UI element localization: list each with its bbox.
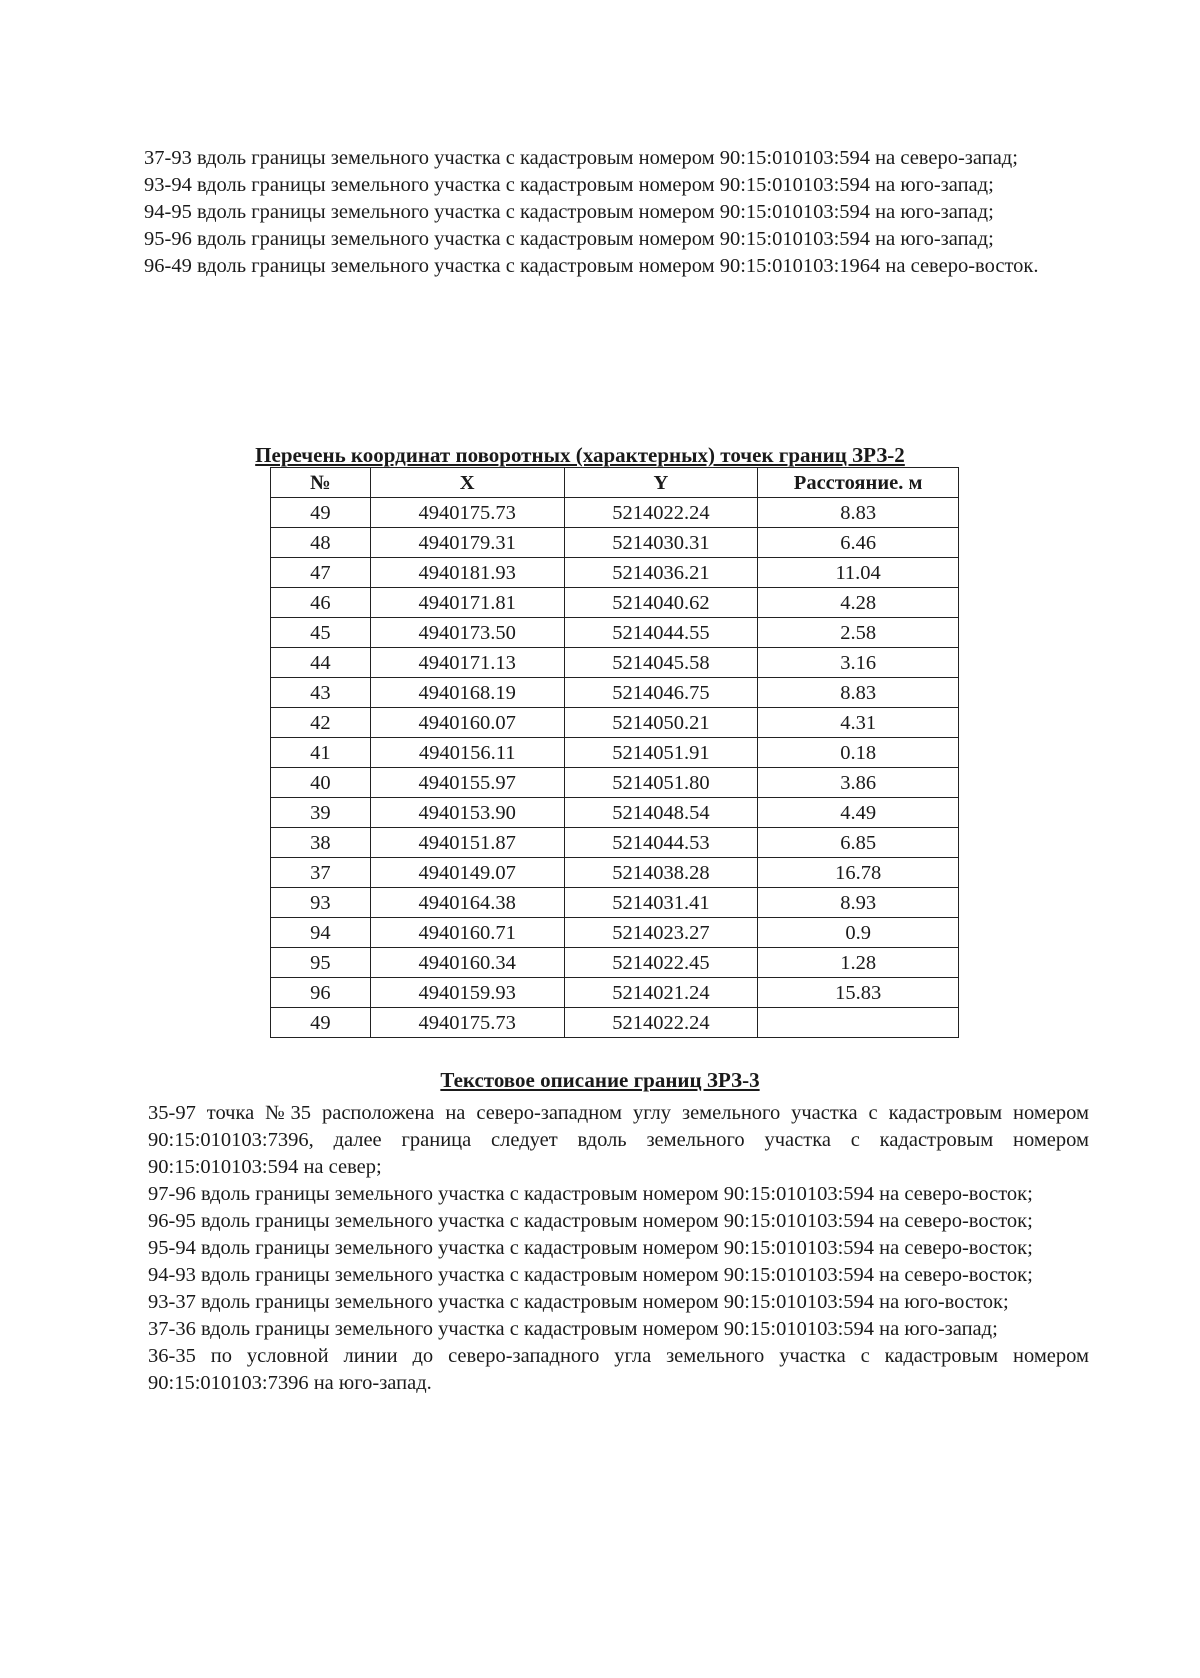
cell-distance: 8.83 — [758, 498, 959, 528]
boundary-segment-item: 94-93 вдоль границы земельного участка с кадастровым номером 90:15:010103:594 на северо-восток; — [148, 1264, 1033, 1286]
table-row — [271, 648, 959, 678]
column-header-number: № — [271, 468, 371, 498]
cell-distance: 4.49 — [758, 798, 959, 828]
table-row — [271, 678, 959, 708]
cell-distance: 0.9 — [758, 918, 959, 948]
cell-distance: 11.04 — [758, 558, 959, 588]
cell-y: 5214051.80 — [564, 768, 758, 798]
cell-y: 5214045.58 — [564, 648, 758, 678]
boundary-segment-item: 96-49 вдоль границы земельного участка с кадастровым номером 90:15:010103:1964 на северо-восток. — [144, 255, 1039, 277]
boundary-segment-item: 36-35 по условной линии до северо-западного угла земельного участка с кадастровым номером 90:15:010103:7396 на юго-запад. — [148, 1345, 1089, 1394]
cell-distance: 0.18 — [758, 738, 959, 768]
boundary-description-zrz3 — [148, 1100, 1089, 1397]
cell-y: 5214021.24 — [564, 978, 758, 1008]
boundary-segment-item: 37-36 вдоль границы земельного участка с кадастровым номером 90:15:010103:594 на юго-запад; — [148, 1318, 998, 1340]
boundary-segment-item: 95-96 вдоль границы земельного участка с кадастровым номером 90:15:010103:594 на юго-запад; — [144, 228, 994, 250]
cell-number: 40 — [271, 768, 371, 798]
cell-number: 43 — [271, 678, 371, 708]
cell-number: 47 — [271, 558, 371, 588]
table-row — [271, 828, 959, 858]
cell-x: 4940153.90 — [370, 798, 564, 828]
boundary-segment-item: 93-94 вдоль границы земельного участка с кадастровым номером 90:15:010103:594 на юго-запад; — [144, 174, 994, 196]
table-body — [271, 498, 959, 1038]
cell-y: 5214022.24 — [564, 498, 758, 528]
table-row — [271, 918, 959, 948]
cell-y: 5214048.54 — [564, 798, 758, 828]
cell-distance: 8.83 — [758, 678, 959, 708]
boundary-description-zrz2 — [144, 145, 1078, 280]
table-row — [271, 528, 959, 558]
table-header-row — [271, 468, 959, 498]
column-header-x: X — [370, 468, 564, 498]
cell-x: 4940171.13 — [370, 648, 564, 678]
cell-number: 94 — [271, 918, 371, 948]
cell-x: 4940160.07 — [370, 708, 564, 738]
cell-distance: 4.28 — [758, 588, 959, 618]
cell-y: 5214038.28 — [564, 858, 758, 888]
boundary-segment-item: 35-97 точка №35 расположена на северо-западном углу земельного участка с кадастровым номером 90:15:010103:7396, далее граница следует вдоль земельного участка с кадастровым номером 90:15:010103:594 на север; — [148, 1102, 1089, 1178]
cell-x: 4940155.97 — [370, 768, 564, 798]
cell-x: 4940175.73 — [370, 498, 564, 528]
cell-number: 48 — [271, 528, 371, 558]
cell-y: 5214040.62 — [564, 588, 758, 618]
cell-number: 93 — [271, 888, 371, 918]
cell-distance — [758, 1008, 959, 1038]
cell-distance: 16.78 — [758, 858, 959, 888]
column-header-y: Y — [564, 468, 758, 498]
cell-y: 5214022.45 — [564, 948, 758, 978]
table-row — [271, 858, 959, 888]
table-row — [271, 588, 959, 618]
cell-distance: 2.58 — [758, 618, 959, 648]
cell-distance: 6.85 — [758, 828, 959, 858]
cell-x: 4940173.50 — [370, 618, 564, 648]
cell-number: 96 — [271, 978, 371, 1008]
cell-number: 44 — [271, 648, 371, 678]
cell-number: 49 — [271, 1008, 371, 1038]
cell-x: 4940164.38 — [370, 888, 564, 918]
boundary-segment-item: 95-94 вдоль границы земельного участка с кадастровым номером 90:15:010103:594 на северо-восток; — [148, 1237, 1033, 1259]
table-row — [271, 738, 959, 768]
cell-number: 95 — [271, 948, 371, 978]
cell-distance: 4.31 — [758, 708, 959, 738]
cell-number: 49 — [271, 498, 371, 528]
table-row — [271, 888, 959, 918]
cell-distance: 3.86 — [758, 768, 959, 798]
coordinates-table — [270, 467, 959, 1038]
cell-y: 5214046.75 — [564, 678, 758, 708]
cell-number: 38 — [271, 828, 371, 858]
cell-number: 45 — [271, 618, 371, 648]
cell-number: 41 — [271, 738, 371, 768]
cell-y: 5214051.91 — [564, 738, 758, 768]
table-row — [271, 798, 959, 828]
cell-number: 37 — [271, 858, 371, 888]
cell-y: 5214022.24 — [564, 1008, 758, 1038]
cell-distance: 3.16 — [758, 648, 959, 678]
cell-y: 5214030.31 — [564, 528, 758, 558]
table-caption: Перечень координат поворотных (характерных) точек границ ЗРЗ-2 — [255, 443, 905, 467]
table-row — [271, 498, 959, 528]
cell-y: 5214036.21 — [564, 558, 758, 588]
boundary-segment-item: 37-93 вдоль границы земельного участка с кадастровым номером 90:15:010103:594 на северо-запад; — [144, 147, 1018, 169]
cell-x: 4940156.11 — [370, 738, 564, 768]
cell-distance: 1.28 — [758, 948, 959, 978]
cell-y: 5214044.53 — [564, 828, 758, 858]
cell-distance: 15.83 — [758, 978, 959, 1008]
cell-y: 5214023.27 — [564, 918, 758, 948]
table-row — [271, 558, 959, 588]
cell-x: 4940160.71 — [370, 918, 564, 948]
table-row — [271, 618, 959, 648]
cell-x: 4940160.34 — [370, 948, 564, 978]
cell-number: 39 — [271, 798, 371, 828]
cell-number: 46 — [271, 588, 371, 618]
table-row — [271, 978, 959, 1008]
cell-x: 4940151.87 — [370, 828, 564, 858]
cell-distance: 8.93 — [758, 888, 959, 918]
section-title-zrz3: Текстовое описание границ ЗРЗ-3 — [440, 1068, 760, 1092]
cell-x: 4940171.81 — [370, 588, 564, 618]
cell-x: 4940168.19 — [370, 678, 564, 708]
cell-y: 5214050.21 — [564, 708, 758, 738]
boundary-segment-item: 93-37 вдоль границы земельного участка с кадастровым номером 90:15:010103:594 на юго-восток; — [148, 1291, 1009, 1313]
table-row — [271, 768, 959, 798]
boundary-segment-item: 94-95 вдоль границы земельного участка с кадастровым номером 90:15:010103:594 на юго-запад; — [144, 201, 994, 223]
cell-x: 4940149.07 — [370, 858, 564, 888]
table-row — [271, 708, 959, 738]
table-row — [271, 948, 959, 978]
boundary-segment-item: 96-95 вдоль границы земельного участка с кадастровым номером 90:15:010103:594 на северо-восток; — [148, 1210, 1033, 1232]
cell-x: 4940179.31 — [370, 528, 564, 558]
cell-distance: 6.46 — [758, 528, 959, 558]
cell-x: 4940159.93 — [370, 978, 564, 1008]
cell-number: 42 — [271, 708, 371, 738]
cell-y: 5214031.41 — [564, 888, 758, 918]
column-header-distance: Расстояние. м — [758, 468, 959, 498]
cell-y: 5214044.55 — [564, 618, 758, 648]
table-row — [271, 1008, 959, 1038]
cell-x: 4940181.93 — [370, 558, 564, 588]
boundary-segment-item: 97-96 вдоль границы земельного участка с кадастровым номером 90:15:010103:594 на северо-восток; — [148, 1183, 1033, 1205]
cell-x: 4940175.73 — [370, 1008, 564, 1038]
